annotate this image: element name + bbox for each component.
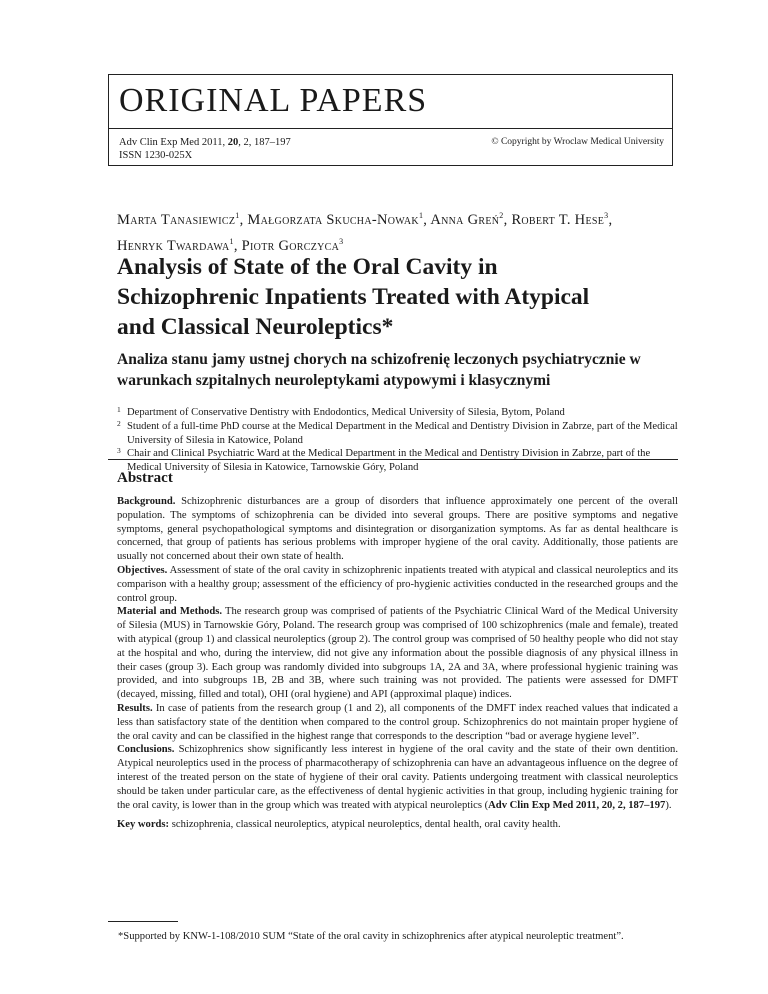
- author: Piotr Gorczyca$^3$: [241, 236, 344, 254]
- abstract-divider: [108, 459, 678, 460]
- author: Marta Tanasiewicz$^1$: [117, 211, 240, 228]
- footnote-divider: [108, 921, 178, 922]
- copyright-notice: © Copyright by Wroclaw Medical University: [491, 137, 664, 147]
- abstract-background: Background. Schizophrenic disturbances are a group of disorders that influence approximately one percent of the overall population. The symptoms of schizophrenia can be divided into several groups. There are positive symptoms and negative symptoms, general psychopathological symptoms and disintegration or disorganization symptoms. As far as dental healthcare is concerned, that group of patients has serious problems with improper hygiene of the oral cavity. Additionally, those patients are usually not concerned about their own state of health.: [117, 496, 678, 563]
- article-title-polish: Analiza stanu jamy ustnej chorych na schizofrenię leczonych psychiatrycznie w warunkach szpitalnych neuroleptykami atypowymi i klasycznymi: [117, 351, 641, 389]
- journal-issn: ISSN 1230-025X: [119, 150, 193, 161]
- author: Małgorzata Skucha-Nowak$^1$: [247, 211, 424, 228]
- author: Robert T. Hese$^3$: [511, 211, 609, 228]
- affiliations: [117, 406, 687, 475]
- header-divider: [109, 128, 672, 129]
- author-list: Marta Tanasiewicz$^1$, Małgorzata Skucha-Nowak$^1$, Anna Greń$^2$, Robert T. Hese$^3$, Henryk Twardawa$^1$, Piotr Gorczyca$^3$: [117, 211, 613, 254]
- affiliation-item: 1 Department of Conservative Dentistry with Endodontics, Medical University of Silesia, Bytom, Poland: [117, 405, 565, 418]
- journal-name: Adv Clin Exp Med 2011,: [119, 137, 228, 148]
- footnote: *Supported by KNW-1-108/2010 SUM “State of the oral cavity in schizophrenics after atypical neuroleptic treatment”.: [118, 931, 624, 942]
- abstract-methods: Material and Methods. The research group was comprised of patients of the Psychiatric Clinical Ward of the Medical University of Silesia (MUS) in Tarnowskie Góry, Poland. The research group was comprised of 100 schizophrenics (male and female), treated with atypical (group 1) and classical neuroleptics (group 2). The control group was comprised of 50 healthy people who did not stay at the hospital and who, during the interview, did not give any information about the possible diagnosis of any physical illness in their cases (group 3). Each group was randomly divided into subgroups 1A, 2A and 3A, where professional hygienic training was provided, and into subgroups 1B, 2B and 3B, where such training was not provided. The patients were assessed for DMFT (decayed, missing, filled and total), OHI (oral hygiene) and API (approximal plaque) indices.: [117, 606, 678, 701]
- article-title: Analysis of State of the Oral Cavity in Schizophrenic Inpatients Treated with Atypical and Classical Neuroleptics*: [117, 254, 590, 340]
- journal-issue-pages: , 2, 187–197: [238, 137, 291, 148]
- affiliation-item: 2 Student of a full-time PhD course at the Medical Department in the Medical and Dentistry Division in Zabrze, part of the Medical University of Silesia in Katowice, Poland: [117, 418, 678, 446]
- section-title: ORIGINAL PAPERS: [119, 82, 428, 119]
- abstract-conclusions: Conclusions. Schizophrenics show significantly less interest in hygiene of the oral cavity and the state of their own dentition. Atypical neuroleptics used in the process of pharmacotherapy of schizophrenia can have an advantageous influence on the degree of interest of the treated person on the state of hygiene of their oral cavity. Patients undergoing treatment with classical neuroleptics should be taken under particular care, as the effectiveness of dental hygienic activities in that group, including hygienic training for the oral cavity, is lower than in the group which was treated with atypical neuroleptics (Adv Clin Exp Med 2011, 20, 2, 187–197).: [117, 744, 678, 811]
- journal-volume: 20: [227, 137, 239, 148]
- keywords: Key words: schizophrenia, classical neuroleptics, atypical neuroleptics, dental health, oral cavity health.: [117, 819, 561, 831]
- abstract-body: [117, 495, 678, 832]
- author: Henryk Twardawa$^1$: [117, 236, 234, 254]
- author: Anna Greń$^2$: [430, 211, 504, 228]
- abstract-objectives: Objectives. Assessment of state of the oral cavity in schizophrenic inpatients treated with atypical and classical neuroleptics and its comparison with a healthy group; assessment of the efficiency of pro-hygienic activities conducted in the researched groups and the control group.: [117, 564, 678, 604]
- abstract-results: Results. In case of patients from the research group (1 and 2), all components of the DMFT index reached values that indicated a less than satisfactory state of the dentition when compared to the control group. Schizophrenics do not maintain proper hygiene of the oral cavity and can be classified in the highest range that corresponds to the description “bad or average hygiene level”.: [117, 702, 678, 742]
- journal-reference: [119, 136, 291, 162]
- affiliation-item: 3 Chair and Clinical Psychiatric Ward at the Medical Department in the Medical and Dentistry Division in Zabrze, part of the Medical University of Silesia in Katowice, Tarnowskie Góry, Poland: [117, 446, 651, 474]
- journal-header-box: [108, 74, 673, 166]
- abstract-heading: Abstract: [117, 470, 173, 486]
